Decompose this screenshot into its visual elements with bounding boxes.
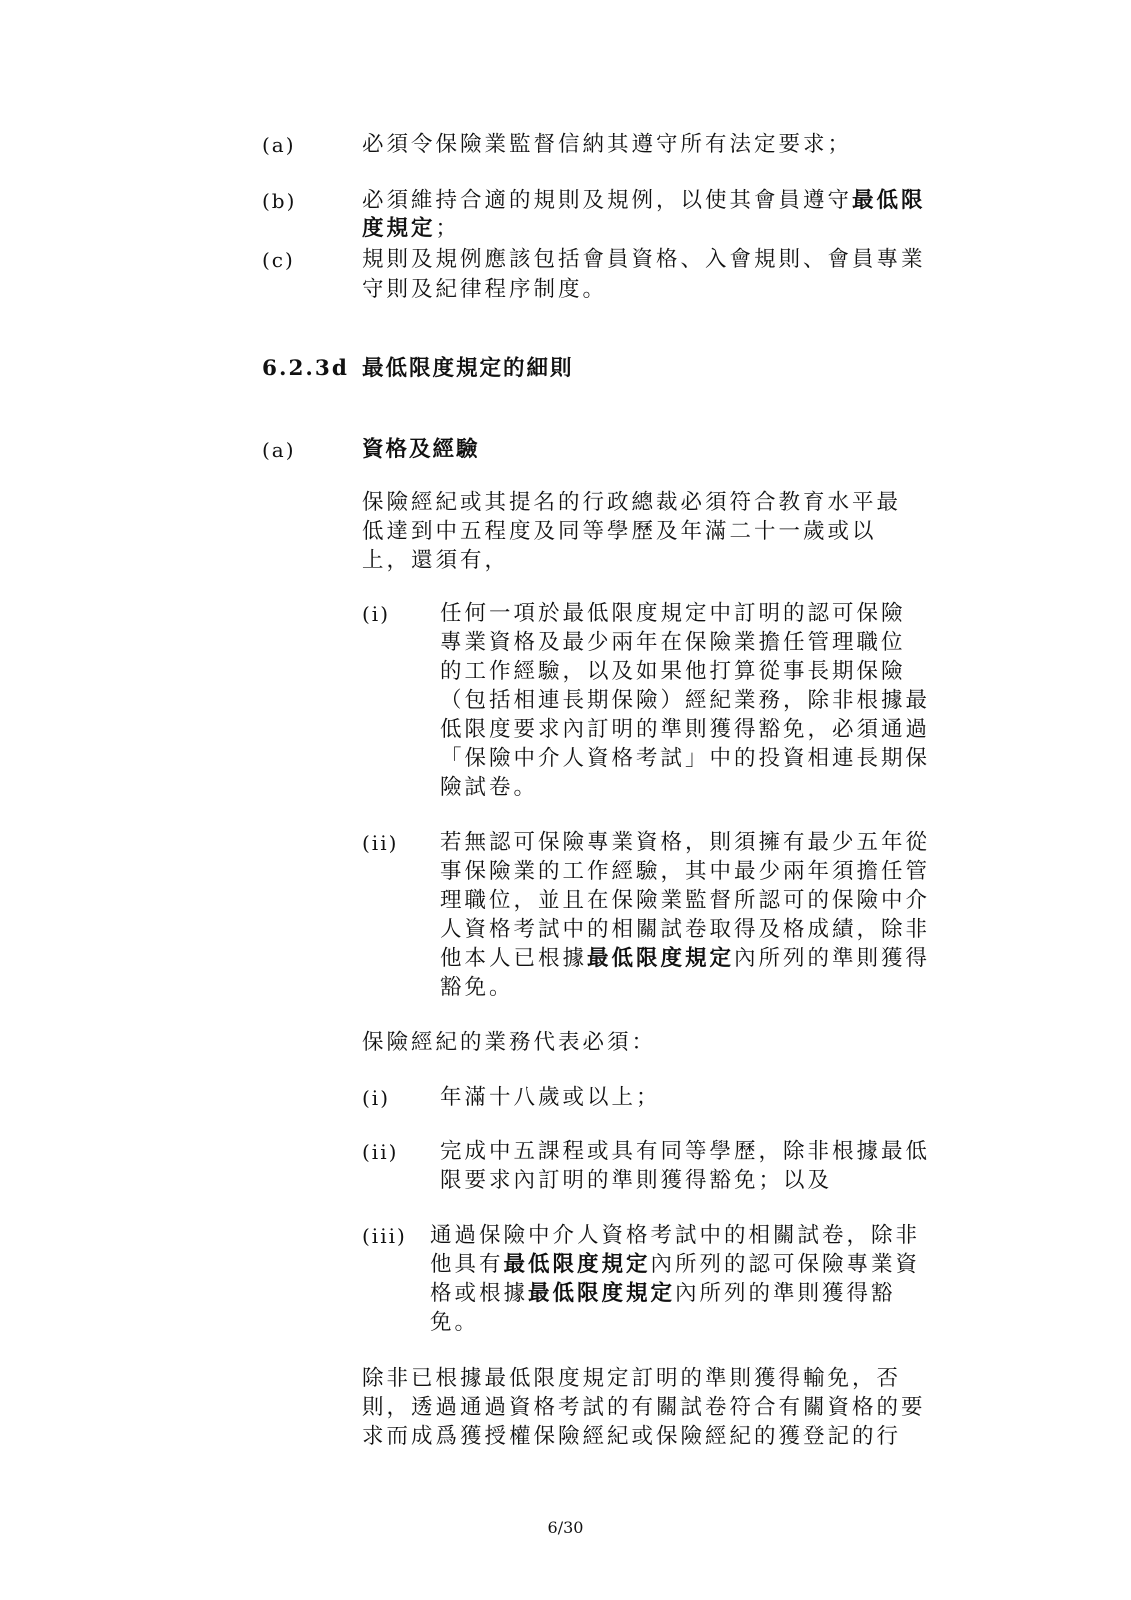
list-item-text — [430, 1252, 920, 1278]
list-item-text — [362, 216, 460, 242]
list-marker: (b) — [262, 189, 297, 213]
page-number: 6/30 — [547, 1518, 584, 1537]
list-item-text — [430, 1223, 920, 1249]
paragraph-line: 上，還須有， — [362, 548, 510, 573]
text-segment: 內所列的認可保險專業資 — [650, 1252, 921, 1277]
list-marker: (ii) — [362, 1140, 399, 1164]
list-item-text — [362, 132, 852, 158]
text-segment: 完成中五課程或具有同等學歷，除非根據最低 — [440, 1139, 931, 1164]
text-segment: ； — [435, 216, 461, 241]
text-segment: 若無認可保險專業資格，則須擁有最少五年從 — [440, 830, 931, 855]
paragraph-line: 求而成爲獲授權保險經紀或保險經紀的獲登記的行 — [362, 1424, 902, 1449]
list-item-text — [362, 277, 607, 303]
text-segment: 豁免。 — [440, 975, 514, 1000]
list-item-text — [440, 859, 930, 885]
list-item-text — [362, 247, 926, 273]
text-segment: 人資格考試中的相關試卷取得及格成績，除非 — [440, 917, 931, 942]
list-item-text — [440, 746, 930, 772]
text-segment: 年滿十八歲或以上； — [440, 1085, 661, 1110]
list-item-text — [440, 946, 930, 972]
text-segment: 險試卷。 — [440, 775, 539, 800]
subsection-title: 資格及經驗 — [362, 437, 480, 462]
text-segment: 他本人已根據 — [440, 946, 588, 971]
list-item-text — [440, 830, 930, 856]
section-number: 6.2.3d — [262, 356, 349, 381]
list-item-text — [440, 888, 930, 914]
list-item-text — [440, 630, 906, 656]
text-segment: 任何一項於最低限度規定中訂明的認可保險 — [440, 601, 906, 626]
text-segment: 的工作經驗，以及如果他打算從事長期保險 — [440, 659, 906, 684]
list-marker: (a) — [262, 133, 296, 157]
list-item-text — [440, 688, 930, 714]
list-item-text — [440, 601, 906, 627]
subsection-marker: (a) — [262, 438, 296, 462]
list-marker: (c) — [262, 248, 295, 272]
paragraph-line: 低達到中五程度及同等學歷及年滿二十一歲或以 — [362, 519, 877, 544]
bold-term: 最低限 — [852, 188, 926, 213]
list-marker: (i) — [362, 1086, 391, 1110]
section-title: 最低限度規定的細則 — [362, 356, 574, 381]
text-segment: 他具有 — [430, 1252, 504, 1277]
paragraph-line: 保險經紀或其提名的行政總裁必須符合教育水平最 — [362, 490, 902, 515]
bold-term: 最低限度規定 — [503, 1252, 651, 1277]
text-segment: 內所列的準則獲得 — [734, 946, 931, 971]
list-item-text — [440, 775, 538, 801]
list-marker: (ii) — [362, 831, 399, 855]
text-segment: （包括相連長期保險）經紀業務，除非根據最 — [440, 688, 931, 713]
list-item-text — [440, 1139, 930, 1165]
list-item-text — [440, 717, 930, 743]
text-segment: 「保險中介人資格考試」中的投資相連長期保 — [440, 746, 931, 771]
list-item-text — [440, 1168, 832, 1194]
bold-term: 最低限度規定 — [587, 946, 735, 971]
text-segment: 事保險業的工作經驗，其中最少兩年須擔任管 — [440, 859, 931, 884]
text-segment: 必須維持合適的規則及規例，以使其會員遵守 — [362, 188, 853, 213]
text-segment: 內所列的準則獲得豁 — [675, 1281, 896, 1306]
text-segment: 低限度要求內訂明的準則獲得豁免，必須通過 — [440, 717, 931, 742]
bold-term: 度規定 — [362, 216, 436, 241]
text-segment: 專業資格及最少兩年在保險業擔任管理職位 — [440, 630, 906, 655]
list-item-text — [362, 188, 926, 214]
text-segment: 必須令保險業監督信納其遵守所有法定要求； — [362, 132, 853, 157]
list-marker: (i) — [362, 602, 391, 626]
list-item-text — [440, 659, 906, 685]
text-segment: 限要求內訂明的準則獲得豁免；以及 — [440, 1168, 833, 1193]
list-item-text — [430, 1281, 896, 1307]
bold-term: 最低限度規定 — [528, 1281, 676, 1306]
paragraph-line: 則，透過通過資格考試的有關試卷符合有關資格的要 — [362, 1395, 926, 1420]
list-item-text — [440, 975, 514, 1001]
paragraph-line: 除非已根據最低限度規定訂明的準則獲得輸免，否 — [362, 1366, 902, 1391]
paragraph-line: 保險經紀的業務代表必須： — [362, 1030, 657, 1055]
text-segment: 理職位，並且在保險業監督所認可的保險中介 — [440, 888, 931, 913]
text-segment: 通過保險中介人資格考試中的相關試卷，除非 — [430, 1223, 921, 1248]
text-segment: 免。 — [430, 1310, 480, 1335]
text-segment: 格或根據 — [430, 1281, 529, 1306]
list-item-text — [440, 1085, 661, 1111]
text-segment: 守則及紀律程序制度。 — [362, 277, 608, 302]
list-marker: (iii) — [362, 1224, 407, 1248]
list-item-text — [430, 1310, 479, 1336]
text-segment: 規則及規例應該包括會員資格、入會規則、會員專業 — [362, 247, 926, 272]
list-item-text — [440, 917, 930, 943]
